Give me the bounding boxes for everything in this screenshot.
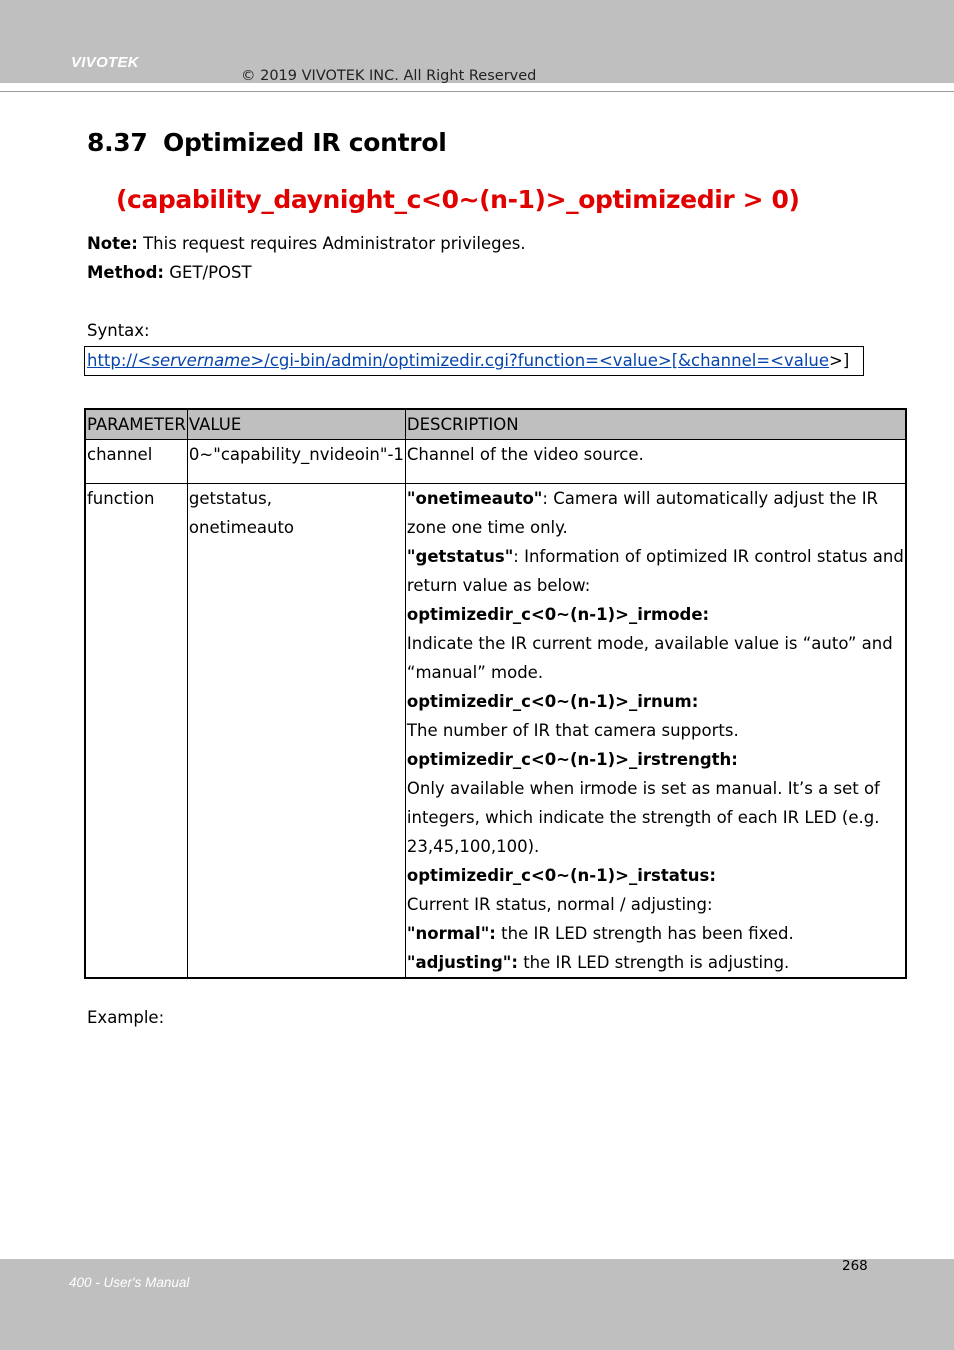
desc-function: "onetimeauto": Camera will automatically adjust the IR zone one time only. "getstatus": Information of optimized IR control status and return value as below: optimizedir_c<0~(n-1)>_irmode: Indicate the IR current mode, available value is “auto” and “manual” mode. optimizedir_c<0~(n-1)>_irnum: The number of IR that camera supports. optimizedir_c<0~(n-1)>_irstrength: Only available when irmode is set as manual. It’s a set of integers, which indicate the strength of each IR LED (e.g. 23,45,100,100). optimizedir_c<0~(n-1)>_irstatus: Current IR status, normal / adjusting: "normal": the IR LED strength has been fixed. "adjusting": the IR LED strength is adjusting. [405,484,905,979]
value-channel: 0~"capability_nvideoin"-1 [187,440,405,484]
header-divider [0,91,954,92]
section-number: 8.37 [87,128,148,157]
method-label: Method: [87,263,164,282]
syntax-box [84,346,864,376]
syntax-suffix: >] [829,351,850,370]
example-label: Example: [87,1008,165,1027]
note-text: This request requires Administrator privileges. [137,234,526,253]
copyright-text: © 2019 VIVOTEK INC. All Right Reserved [241,68,537,84]
table-row [85,440,906,484]
param-function: function [85,484,187,979]
footer-manual-label: 400 - User's Manual [69,1275,190,1290]
brand-logo: VIVOTEK [71,54,139,71]
parameter-table [84,408,907,979]
header-value: VALUE [187,409,405,440]
syntax-label: Syntax: [87,321,150,340]
footer-band [0,1259,954,1350]
syntax-text [87,351,849,370]
servername-placeholder: servername [151,351,251,370]
value-function: getstatus, onetimeauto [187,484,405,979]
table-row [85,484,906,979]
header-parameter: PARAMETER [85,409,187,440]
method-line [87,263,252,282]
param-channel: channel [85,440,187,484]
syntax-url-link[interactable]: http://<servername>/cgi-bin/admin/optimizedir.cgi?function=<value>[&channel=<value [87,351,830,370]
header-description: DESCRIPTION [405,409,905,440]
page-number: 268 [842,1258,868,1274]
section-title [87,128,446,157]
method-text: GET/POST [164,263,252,282]
section-subtitle: (capability_daynight_c<0~(n-1)>_optimizedir > 0) [116,185,800,214]
table-header-row [85,409,906,440]
note-line [87,234,526,253]
note-label: Note: [87,234,138,253]
desc-channel: Channel of the video source. [405,440,905,484]
section-title-text: Optimized IR control [163,128,447,157]
